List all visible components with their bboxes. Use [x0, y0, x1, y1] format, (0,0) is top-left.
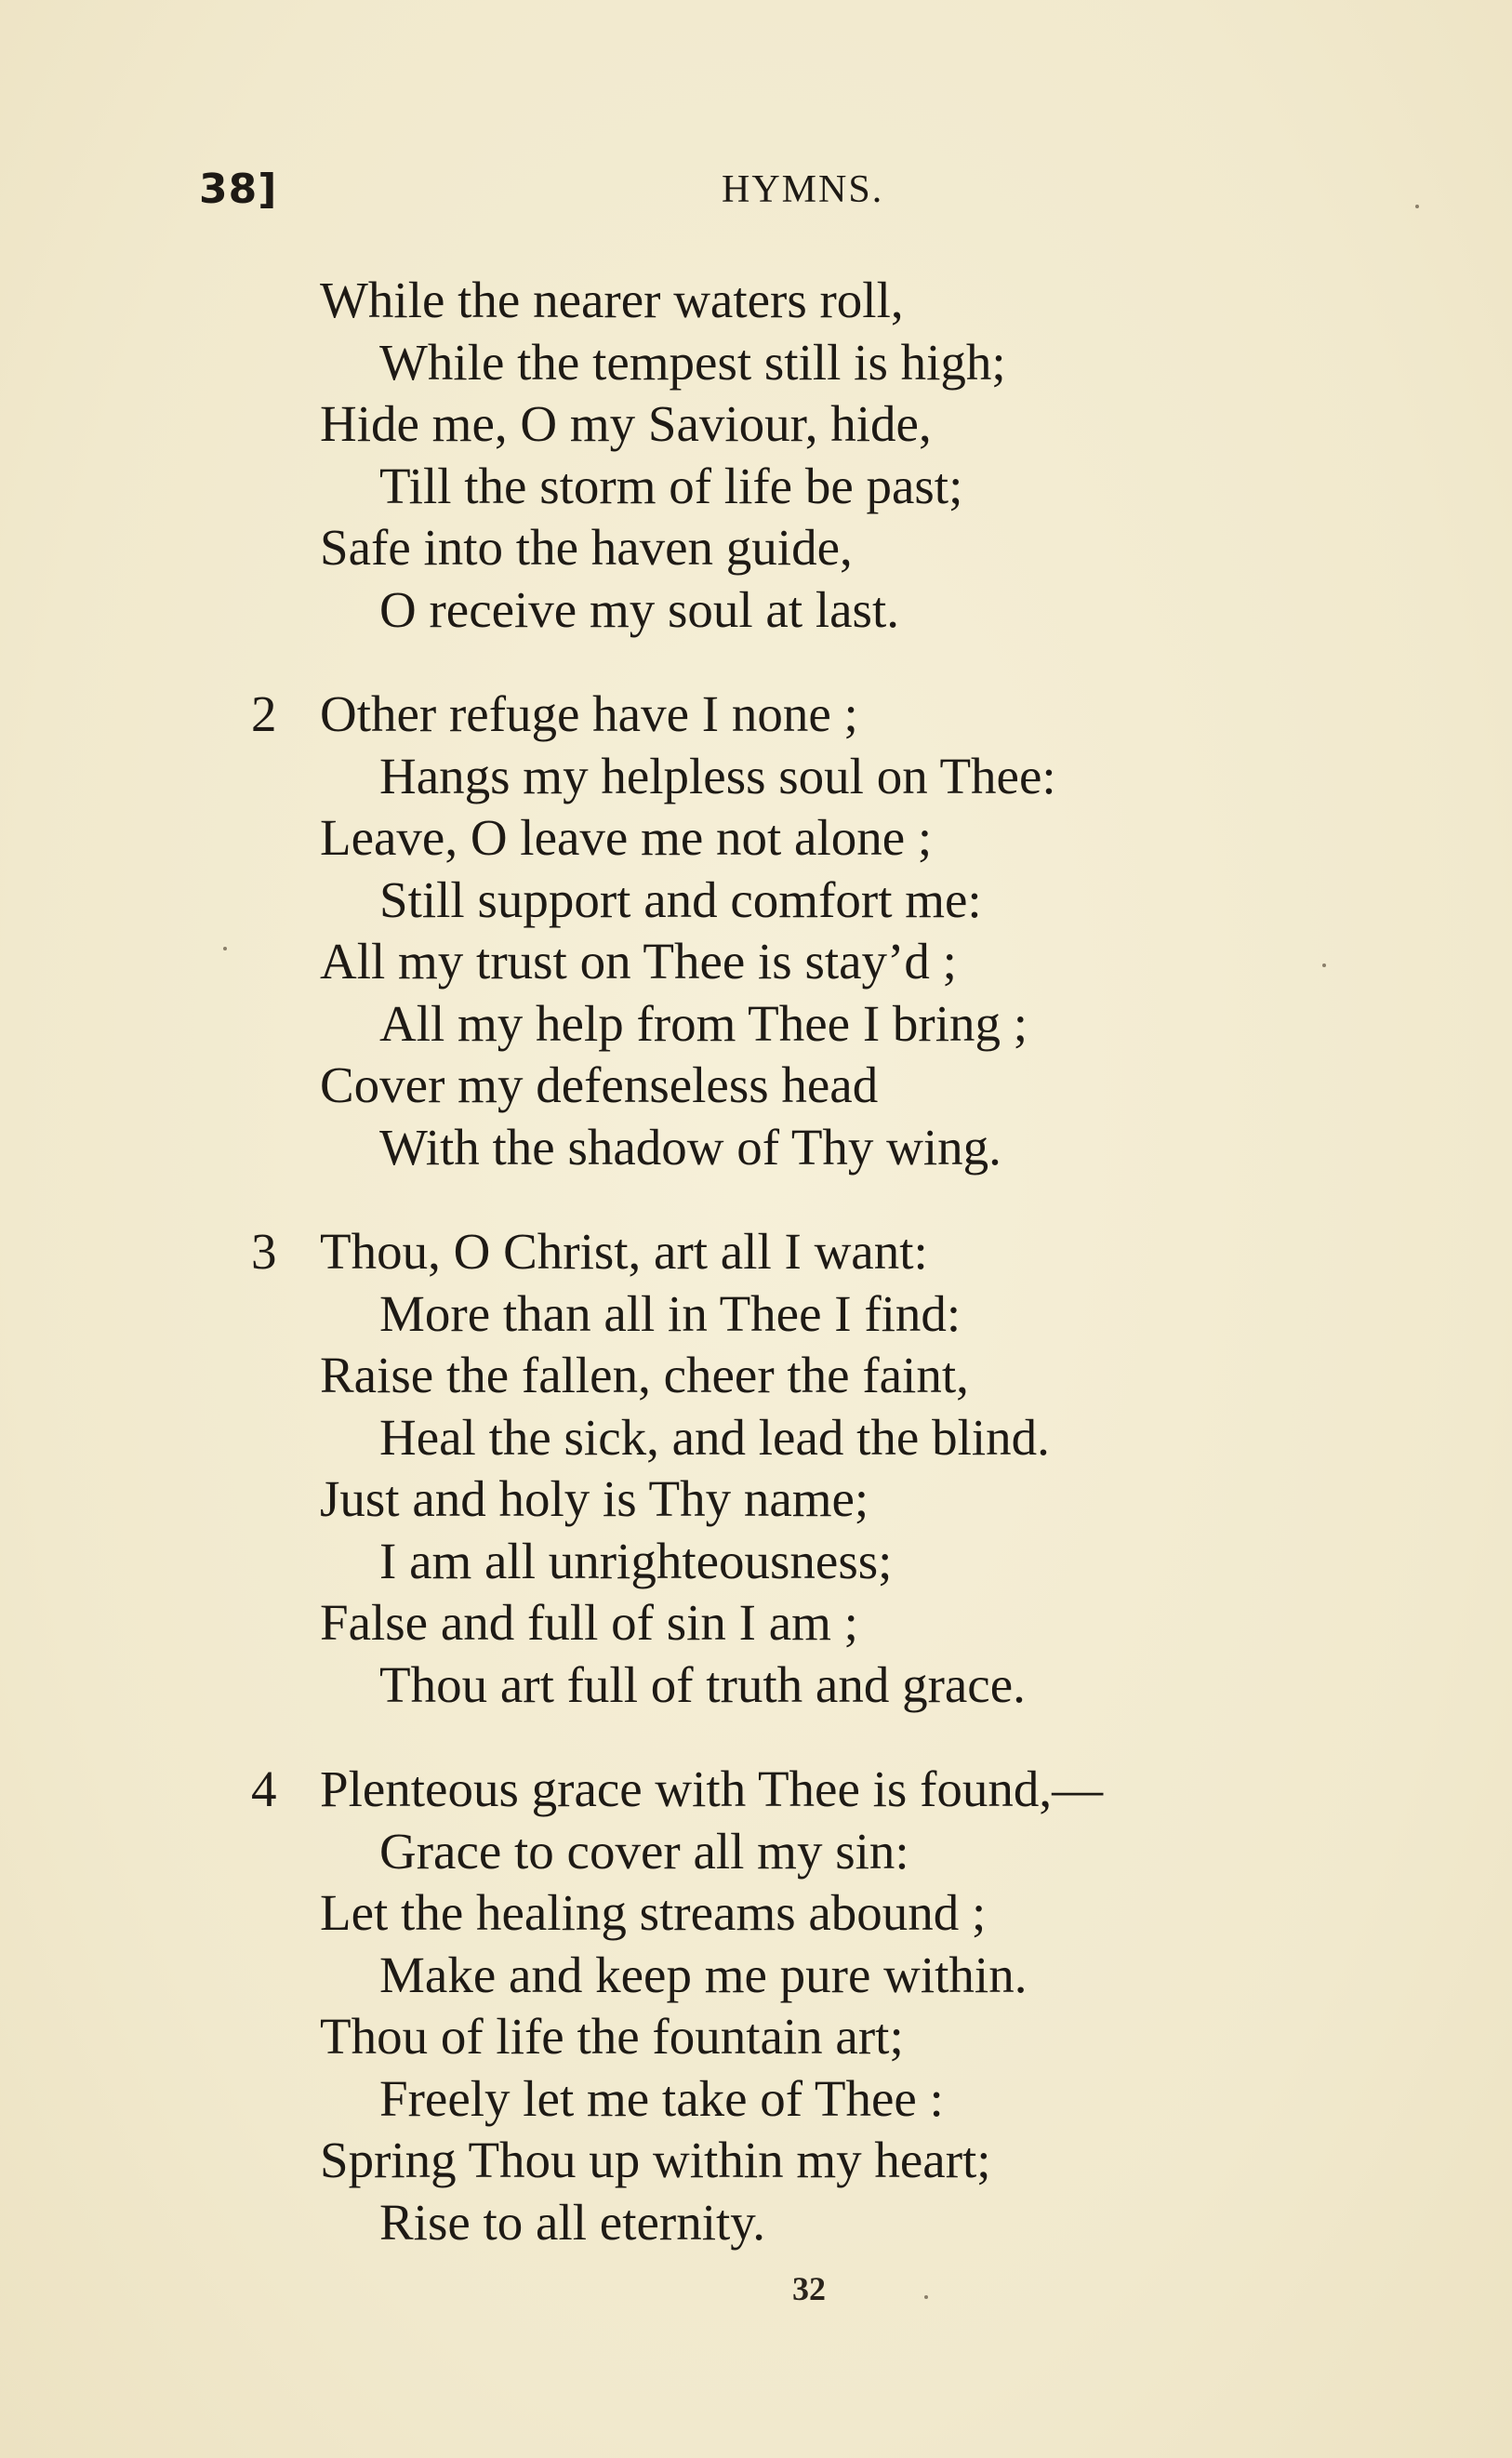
hymn-text: [0, 270, 1512, 2296]
verse-line: With the shadow of Thy wing.: [379, 1118, 1001, 1176]
verse-line: Grace to cover all my sin:: [379, 1822, 909, 1880]
verse-line: Leave, O leave me not alone ;: [320, 809, 933, 866]
stanza-2: [0, 684, 1512, 1178]
verse-line: Plenteous grace with Thee is found,—: [320, 1760, 1104, 1817]
verse-line: Cover my defenseless head: [320, 1056, 879, 1113]
verse-line: While the nearer waters roll,: [320, 272, 904, 328]
stanza-number: 4: [251, 1760, 277, 1817]
verse-line: All my trust on Thee is stay’d ;: [320, 933, 957, 990]
verse-line: Thou, O Christ, art all I want:: [320, 1223, 928, 1280]
stanza-3: [0, 1221, 1512, 1716]
verse-line: Safe into the haven guide,: [320, 519, 853, 576]
signature-folio: 32: [792, 2270, 826, 2307]
paper-speck: [1322, 963, 1326, 967]
verse-line: Thou art full of truth and grace.: [379, 1655, 1026, 1713]
verse-line: More than all in Thee I find:: [379, 1284, 962, 1342]
stanza-number: 3: [251, 1223, 277, 1280]
verse-line: O receive my soul at last.: [379, 580, 899, 638]
page-header: [0, 166, 1512, 221]
running-title: HYMNS.: [722, 168, 884, 211]
paper-speck: [1415, 205, 1419, 208]
verse-line: Thou of life the fountain art;: [320, 2008, 904, 2065]
verse-line: Let the healing streams abound ;: [320, 1884, 987, 1941]
stanza-1: [0, 270, 1512, 641]
verse-line: Other refuge have I none ;: [320, 685, 858, 742]
verse-line: Freely let me take of Thee :: [379, 2069, 944, 2127]
paper-speck: [924, 2295, 928, 2299]
verse-line: While the tempest still is high;: [379, 333, 1006, 391]
verse-line: False and full of sin I am ;: [320, 1594, 858, 1651]
verse-line: Still support and comfort me:: [379, 870, 982, 928]
verse-line: Heal the sick, and lead the blind.: [379, 1408, 1050, 1466]
verse-line: Raise the fallen, cheer the faint,: [320, 1347, 969, 1403]
page-number: 38]: [199, 166, 278, 213]
verse-line: Till the storm of life be past;: [379, 457, 963, 514]
verse-line: Hangs my helpless soul on Thee:: [379, 747, 1056, 804]
verse-line: I am all unrighteousness;: [379, 1532, 893, 1589]
verse-line: Hide me, O my Saviour, hide,: [320, 395, 932, 452]
stanza-4: [0, 1759, 1512, 2253]
verse-line: Just and holy is Thy name;: [320, 1470, 869, 1527]
stanza-number: 2: [251, 685, 277, 742]
verse-line: All my help from Thee I bring ;: [379, 994, 1028, 1052]
verse-line: Rise to all eternity.: [379, 2193, 765, 2251]
paper-speck: [223, 947, 227, 950]
verse-line: Make and keep me pure within.: [379, 1946, 1028, 2003]
verse-line: Spring Thou up within my heart;: [320, 2132, 991, 2188]
